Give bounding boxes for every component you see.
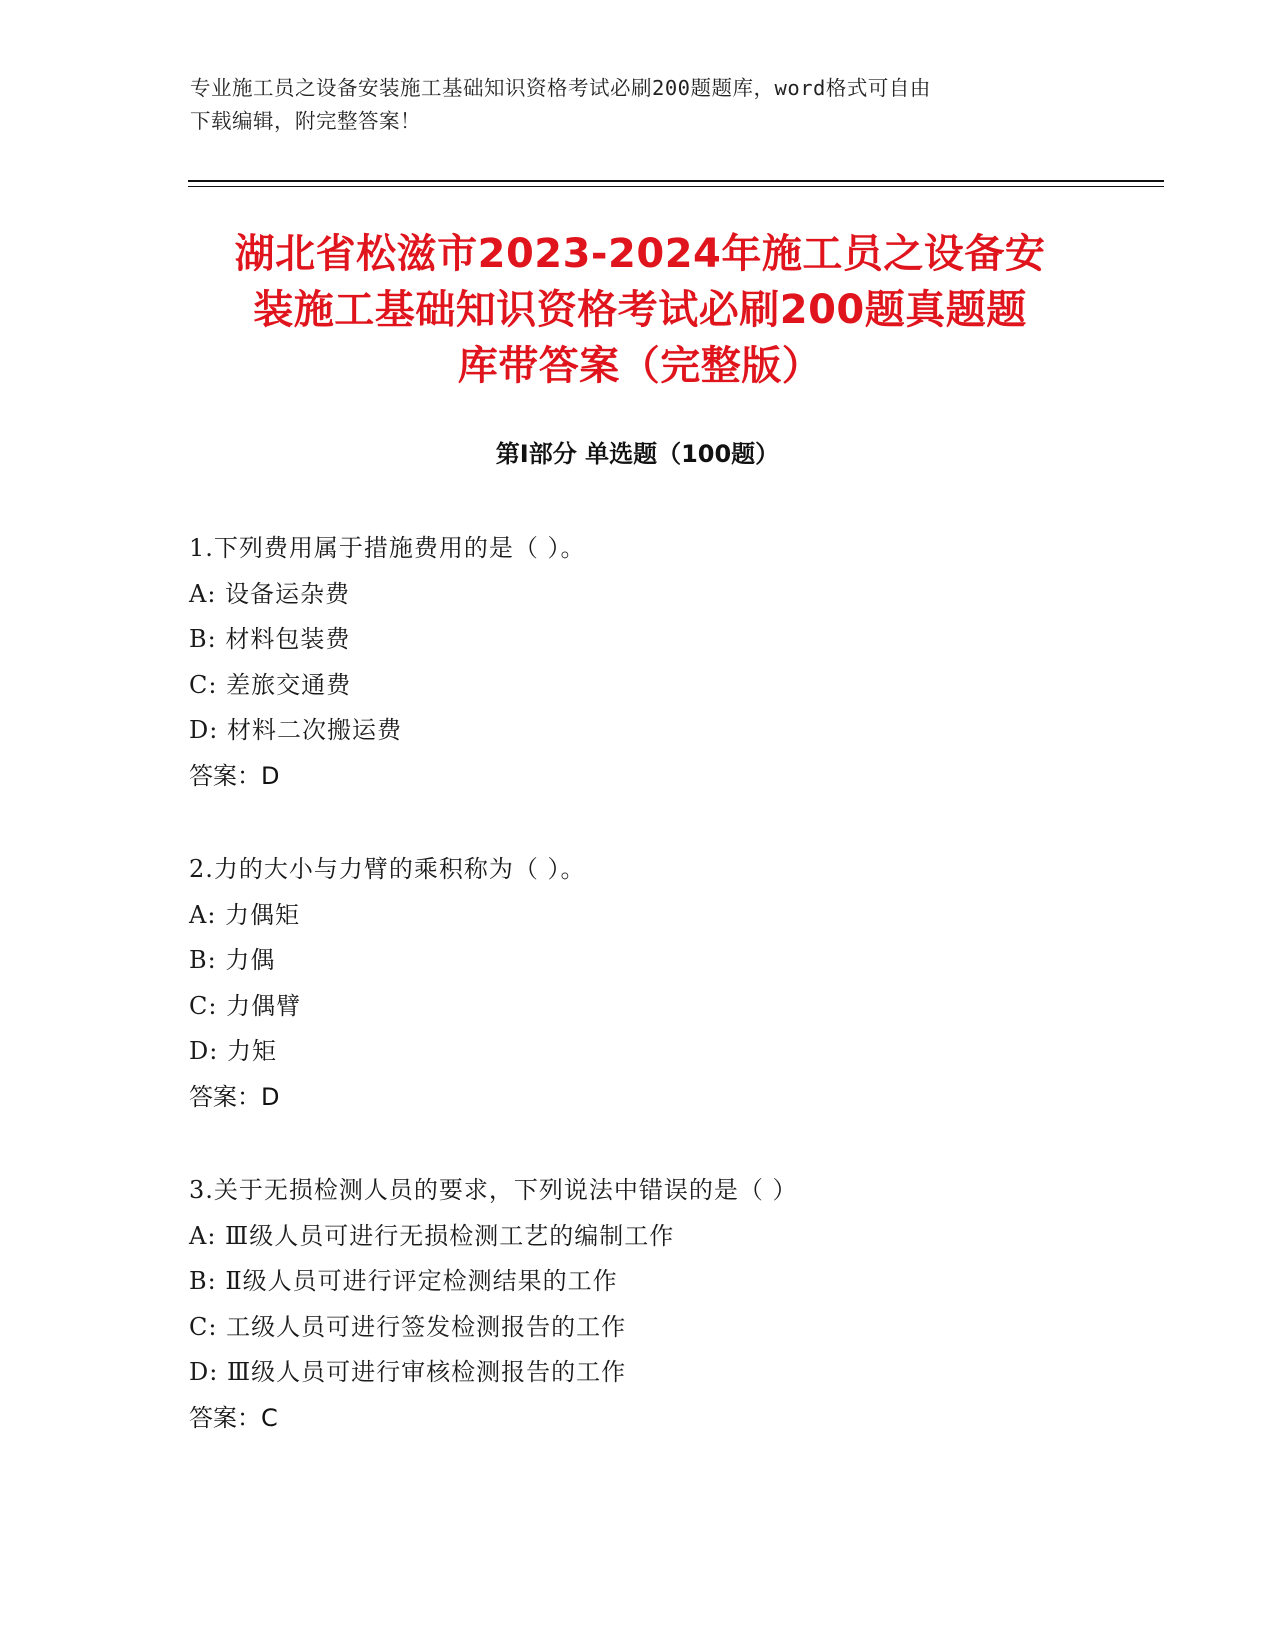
- option-b: B: Ⅱ级人员可进行评定检测结果的工作: [189, 1267, 618, 1295]
- option-d: D: 材料二次搬运费: [189, 716, 402, 744]
- header-note-line-2: 下载编辑，附完整答案！: [190, 109, 421, 133]
- option-a: A: 力偶矩: [189, 900, 301, 929]
- option-c: C: 力偶臂: [189, 991, 302, 1020]
- header-note: [190, 72, 1090, 138]
- option-d: D: 力矩: [189, 1037, 277, 1065]
- question-stem: 2.力的大小与力臂的乘积称为（ ）。: [189, 855, 586, 883]
- answer-line: 答案：D: [189, 761, 280, 790]
- option-a: A: Ⅲ级人员可进行无损检测工艺的编制工作: [189, 1221, 675, 1250]
- answer-line: 答案：C: [189, 1403, 278, 1432]
- document-title: [190, 226, 1090, 394]
- answer-line: 答案：D: [189, 1082, 280, 1111]
- document-title-line-1: 湖北省松滋市2023-2024年施工员之设备安: [234, 231, 1046, 277]
- header-divider-thin: [188, 186, 1164, 187]
- option-c: C: 工级人员可进行签发检测报告的工作: [189, 1312, 627, 1341]
- option-c: C: 差旅交通费: [189, 670, 352, 699]
- question-stem: 3.关于无损检测人员的要求，下列说法中错误的是（ ）: [189, 1176, 798, 1204]
- question-1: [189, 526, 1089, 799]
- option-a: A: 设备运杂费: [189, 579, 351, 608]
- document-title-line-3: 库带答案（完整版）: [457, 343, 823, 389]
- header-note-line-1: 专业施工员之设备安装施工基础知识资格考试必刷200题题库，word格式可自由: [190, 76, 931, 100]
- option-d: D: Ⅲ级人员可进行审核检测报告的工作: [189, 1358, 627, 1386]
- question-stem: 1.下列费用属于措施费用的是（ ）。: [189, 534, 586, 562]
- option-b: B: 材料包装费: [189, 625, 351, 653]
- option-b: B: 力偶: [189, 946, 276, 974]
- question-2: [189, 847, 1089, 1120]
- section-heading: 第Ⅰ部分 单选题（100题）: [495, 440, 780, 468]
- question-list: [189, 526, 1089, 1489]
- question-3: [189, 1168, 1089, 1441]
- document-title-line-2: 装施工基础知识资格考试必刷200题真题题: [253, 287, 1027, 333]
- header-divider-thick: [188, 180, 1164, 182]
